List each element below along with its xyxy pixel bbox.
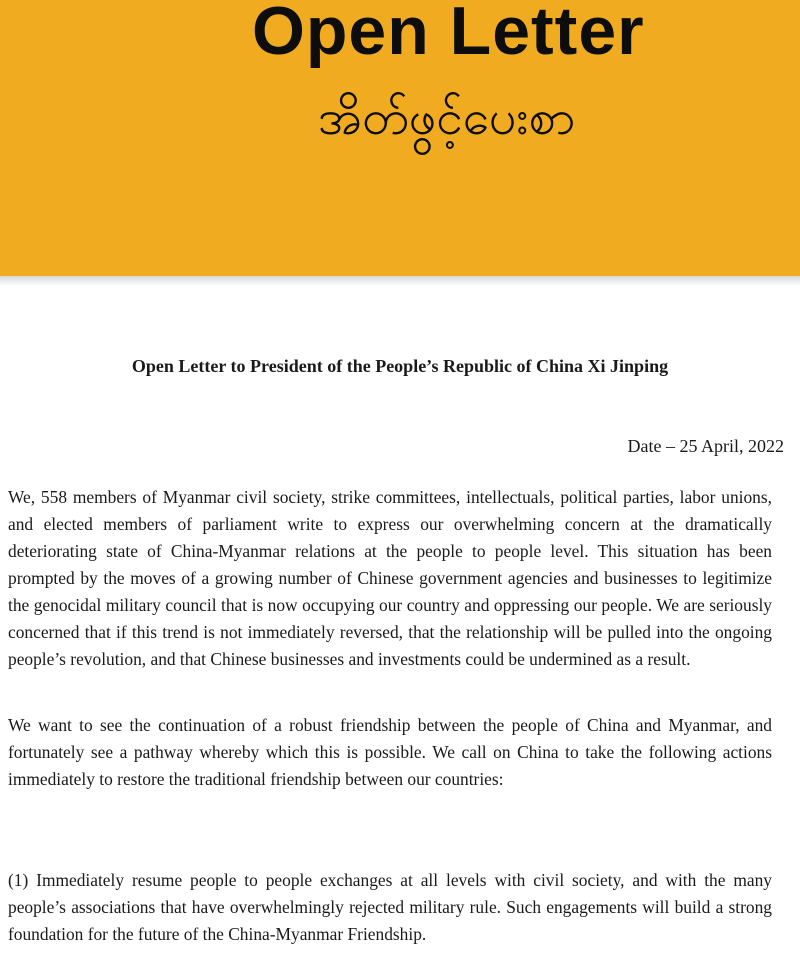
banner-title: Open Letter <box>252 0 645 69</box>
letter-paragraph: We want to see the continuation of a robust friendship between the people of China and Myanmar, and fortunately see a pathway whereby which this is possible. We call on China to take the following actions immediately to restore the traditional friendship between our countries: <box>8 715 772 789</box>
banner-shadow <box>0 276 800 286</box>
letter-date: Date – 25 April, 2022 <box>627 436 784 456</box>
letter-paragraph: We, 558 members of Myanmar civil society, strike committees, intellectuals, political parties, labor unions, and elected members of parliament write to express our overwhelming concern at the dramatically deteriorating state of China-Myanmar relations at the people to people level. This situation has been prompted by the moves of a growing number of Chinese government agencies and businesses to legitimize the genocidal military council that is now occupying our country and oppressing our people. We are seriously concerned that if this trend is not immediately reversed, that the relationship will be pulled into the ongoing people’s revolution, and that Chinese businesses and investments could be undermined as a result. <box>8 487 772 669</box>
banner-title-burmese: အိတ်ဖွင့်ပေးစာ <box>318 90 576 146</box>
header-banner <box>0 0 800 276</box>
letter-heading: Open Letter to President of the People’s Republic of China Xi Jinping <box>131 356 669 376</box>
letter-paragraph: (1) Immediately resume people to people exchanges at all levels with civil society, and with the many people’s associations that have overwhelmingly rejected military rule. Such engagements will build a strong foundation for the future of the China-Myanmar Friendship. <box>8 870 772 944</box>
